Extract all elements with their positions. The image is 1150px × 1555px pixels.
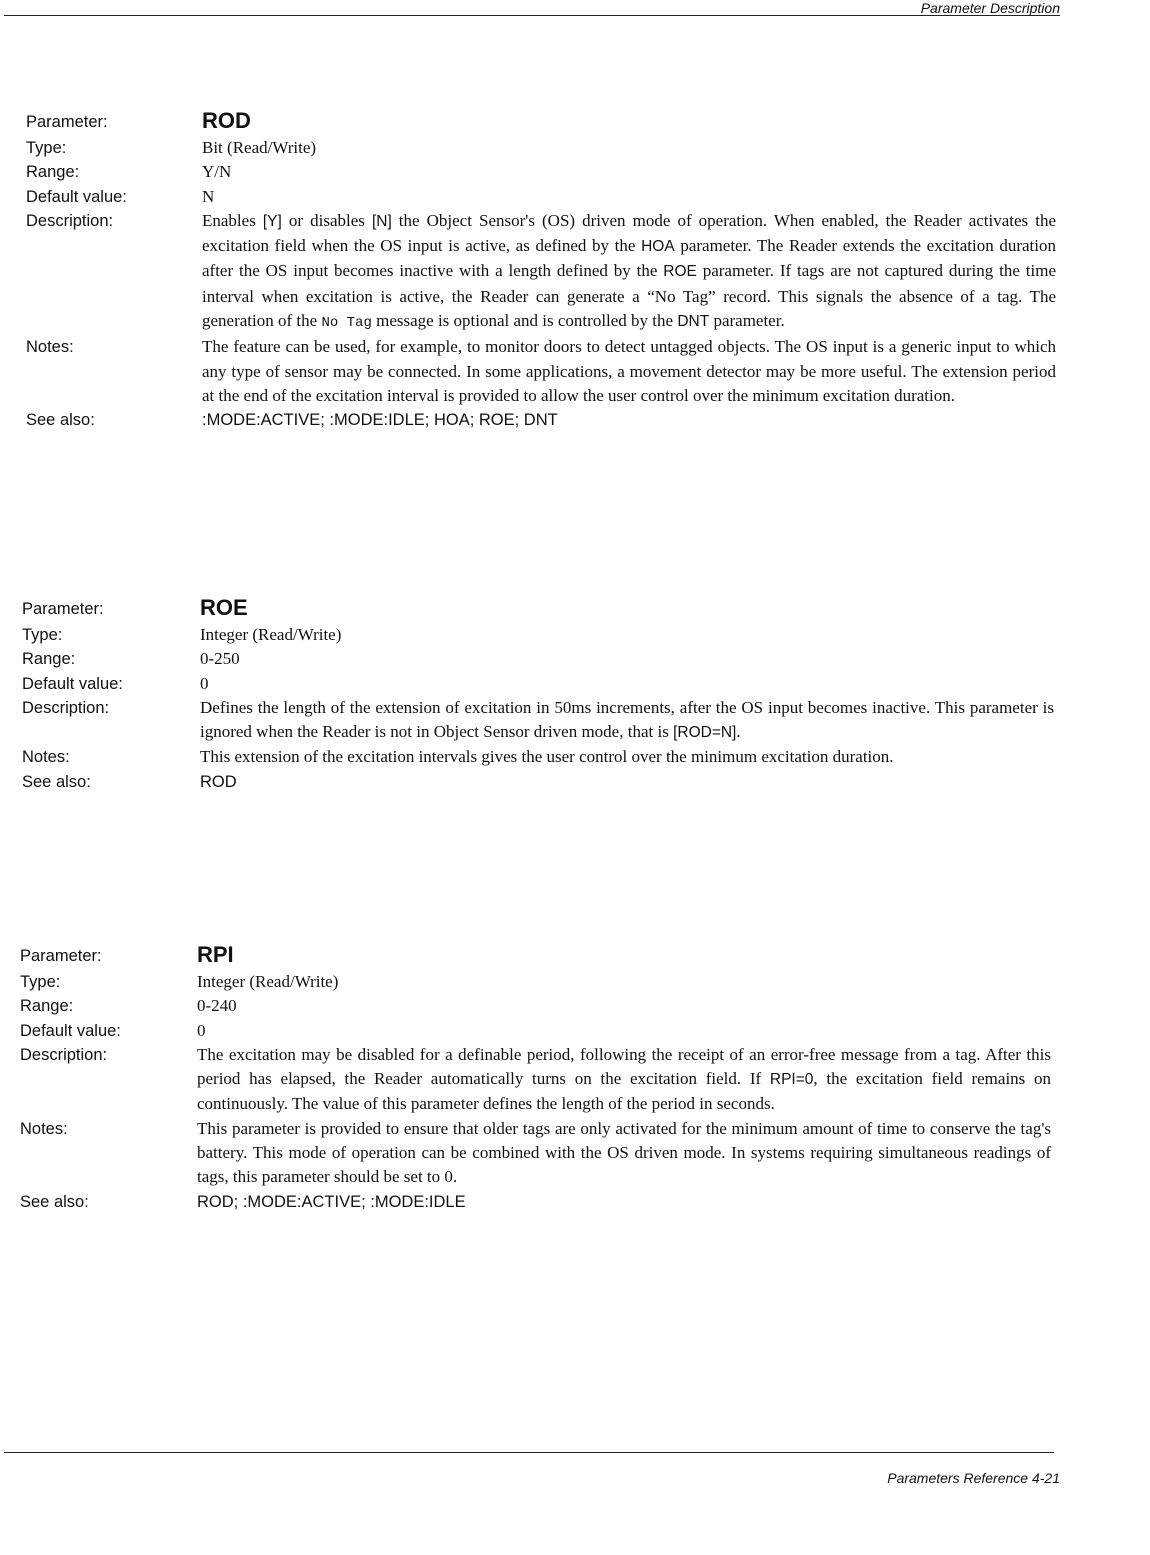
range-value: 0-240 bbox=[197, 996, 237, 1016]
notes-label: Notes: bbox=[26, 338, 74, 357]
range-label: Range: bbox=[26, 163, 80, 182]
parameter-name: RPI bbox=[197, 942, 234, 967]
description-text: Defines the length of the extension of excitation in 50ms increments, after the OS input becomes inactive. This parameter is ignored when the Reader is not in Object Sensor driven mode, that is [ROD=N]. bbox=[200, 697, 1054, 742]
type-label: Type: bbox=[22, 626, 63, 644]
running-foot: Parameters Reference 4-21 bbox=[887, 1470, 1060, 1486]
see-also-value: :MODE:ACTIVE; :MODE:IDLE; HOA; ROE; DNT bbox=[202, 411, 558, 430]
type-row bbox=[0, 623, 1150, 647]
parameter-row bbox=[0, 593, 1150, 623]
see-also-row bbox=[0, 1190, 1150, 1214]
default-label: Default value: bbox=[22, 674, 123, 693]
range-row bbox=[0, 994, 1150, 1018]
notes-row bbox=[0, 1117, 1150, 1190]
parameter-label: Parameter: bbox=[26, 113, 108, 131]
default-value: N bbox=[202, 186, 215, 206]
description-text: The excitation may be disabled for a definable period, following the receipt of an error-free message from a tag. After this period has elapsed, the Reader automatically turns on the excitation field. If RPI=0, the excitation field remains on continuously. The value of this parameter defines the length of the period in seconds. bbox=[197, 1044, 1052, 1114]
description-row bbox=[0, 696, 1150, 746]
notes-text: The feature can be used, for example, to monitor doors to detect untagged objects. The OS input is a generic input to which any type of sensor may be connected. In some applications, a movement detector may be more useful. The extension period at the end of the excitation interval is provided to allow the user control over the minimum excitation duration. bbox=[202, 337, 1056, 405]
see-also-value: ROD; :MODE:ACTIVE; :MODE:IDLE bbox=[197, 1192, 466, 1211]
type-label: Type: bbox=[20, 973, 61, 991]
running-head: Parameter Description bbox=[920, 0, 1060, 16]
default-row bbox=[0, 1019, 1150, 1043]
parameter-section-rpi bbox=[0, 940, 1150, 1214]
see-also-row bbox=[0, 408, 1150, 432]
parameter-row bbox=[0, 106, 1150, 136]
default-row bbox=[0, 672, 1150, 696]
default-value: 0 bbox=[200, 673, 209, 693]
type-row bbox=[0, 970, 1150, 994]
parameter-label: Parameter: bbox=[20, 947, 102, 965]
description-label: Description: bbox=[26, 211, 114, 230]
description-row bbox=[0, 1043, 1150, 1117]
header-rule bbox=[4, 15, 1060, 16]
notes-row bbox=[0, 335, 1150, 408]
see-also-label: See also: bbox=[20, 1192, 89, 1211]
range-label: Range: bbox=[22, 650, 76, 669]
range-row bbox=[0, 647, 1150, 671]
description-text: Enables [Y] or disables [N] the Object Sensor's (OS) driven mode of operation. When enabled, the Reader activates the excitation field when the OS input is active, as defined by the HOA parameter. The Reader extends the excitation duration after the OS input becomes inactive with a length defined by the ROE parameter. If tags are not captured during the time interval when excitation is active, the Reader can generate a “No Tag” record. This signals the absence of a tag. The generation of the No Tag message is optional and is controlled by the DNT parameter. bbox=[202, 210, 1056, 332]
see-also-value: ROD bbox=[200, 772, 237, 791]
range-label: Range: bbox=[20, 997, 74, 1016]
notes-text: This parameter is provided to ensure that older tags are only activated for the minimum amount of time to conserve the tag's battery. This mode of operation can be combined with the OS driven mode. In systems requiring simultaneous readings of tags, this parameter should be set to 0. bbox=[197, 1118, 1051, 1187]
description-row bbox=[0, 209, 1150, 335]
description-label: Description: bbox=[22, 698, 110, 717]
see-also-label: See also: bbox=[22, 772, 91, 791]
range-value: 0-250 bbox=[200, 649, 240, 669]
parameter-name: ROE bbox=[200, 595, 248, 620]
see-also-label: See also: bbox=[26, 411, 95, 430]
parameter-label: Parameter: bbox=[22, 600, 104, 618]
description-label: Description: bbox=[20, 1045, 108, 1064]
footer-rule bbox=[4, 1452, 1054, 1453]
range-row bbox=[0, 160, 1150, 184]
parameter-section-roe bbox=[0, 593, 1150, 794]
default-label: Default value: bbox=[26, 187, 127, 206]
type-value: Integer (Read/Write) bbox=[200, 625, 342, 644]
default-value: 0 bbox=[197, 1020, 206, 1040]
default-row bbox=[0, 185, 1150, 209]
type-value: Bit (Read/Write) bbox=[202, 138, 317, 157]
type-row bbox=[0, 136, 1150, 160]
notes-label: Notes: bbox=[20, 1119, 68, 1138]
parameter-row bbox=[0, 940, 1150, 970]
type-label: Type: bbox=[26, 139, 67, 157]
notes-row bbox=[0, 745, 1150, 769]
notes-label: Notes: bbox=[22, 748, 70, 767]
parameter-section-rod bbox=[0, 106, 1150, 433]
notes-text: This extension of the excitation intervals gives the user control over the minimum excitation duration. bbox=[200, 747, 894, 767]
default-label: Default value: bbox=[20, 1021, 121, 1040]
parameter-name: ROD bbox=[202, 108, 251, 133]
see-also-row bbox=[0, 770, 1150, 794]
range-value: Y/N bbox=[202, 162, 232, 182]
type-value: Integer (Read/Write) bbox=[197, 972, 339, 991]
